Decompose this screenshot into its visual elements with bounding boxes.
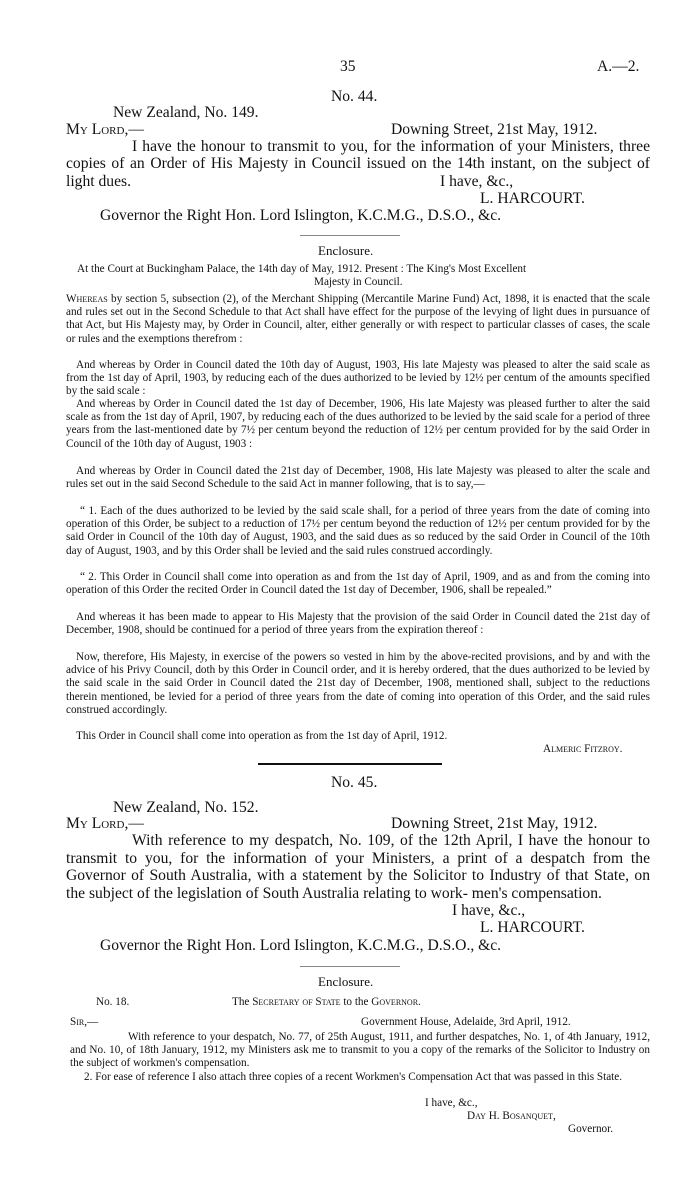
court-line: At the Court at Buckingham Palace, the 14th day of May, 1912. Present : The King's Most Excellent: [77, 263, 527, 275]
letter-body: With reference to my despatch, No. 109, of the 12th April, I have the honour to transmit to you, for the information of your Ministers, a print of a despatch from the Governor of South Australia, with a statement by the Solicitor to Industry of that State, on the subject of the legislation of South Australia relating to work- men's compensation.: [66, 832, 650, 902]
despatch-number: No. 18.: [96, 996, 130, 1008]
despatch-body: With reference to your despatch, No. 77, of 25th August, 1911, and further despatches, No. 1, of 4th January, 1912, and No. 10, of 18th January, 1912, my Ministers ask me to transmit to you a copy of the remarks of the Solicitor to Industry on the subject of workmen's compensation.: [70, 1031, 650, 1069]
divider: [300, 235, 400, 236]
letter-number: No. 45.: [331, 774, 378, 791]
despatch-heading: The Secretary of State to the Governor.: [232, 996, 421, 1008]
order-paragraph: And whereas by Order in Council dated the 10th day of August, 1903, His late Majesty was pleased to alter the said scale as from the 1st day of April, 1903, by reducing each of the dues authorized to be levied by 12½ per centum of the amounts specified by the said scale :: [66, 359, 650, 398]
salutation: My Lord,—: [66, 815, 144, 832]
court-line: Majesty in Council.: [314, 276, 403, 288]
enclosure-title: Enclosure.: [318, 974, 374, 989]
letter-number: No. 44.: [331, 88, 378, 105]
signature: L. HARCOURT.: [480, 919, 585, 936]
order-paragraph: “ 1. Each of the dues authorized to be levied by the said scale shall, for a period of three years from the date of coming into operation of this Order, be subject to a reduction of 17½ per centum beyond the reduction of 12½ per centum provided for by the said Order in Council of the 10th day of August, 1903, and the said dues as so reduced by the said Order in Council of the 10th day of August, 1903, and by this Order shall be levied and the said rules construed accordingly.: [66, 505, 650, 557]
order-paragraph: And whereas by Order in Council dated the 21st day of December, 1908, His late Majesty was pleased to alter the scale and rules set out in the said Second Schedule to the said Act in manner following, that is to say,—: [66, 465, 650, 491]
signature: L. HARCOURT.: [480, 190, 585, 207]
page-number: 35: [340, 58, 356, 75]
despatch-body: 2. For ease of reference I also attach three copies of a recent Workmen's Compensation Act that was passed in this State.: [84, 1071, 623, 1083]
salutation: My Lord,—: [66, 121, 144, 138]
order-paragraph: Now, therefore, His Majesty, in exercise of the powers so vested in him by the above-recited provisions, and by and with the advice of his Privy Council, doth by this Order in Council order, and it is hereby ordered, that the dues authorized to be levied by the said scale in the said Order in Council dated the 21st day of December, 1908, mentioned shall, subject to the reductions therein mentioned, be levied for a period of three years from the date of coming into operation of this Order, and the said rules construed accordingly.: [66, 651, 650, 716]
enclosure-title: Enclosure.: [318, 243, 374, 258]
order-paragraph: This Order in Council shall come into operation as from the 1st day of April, 1912.: [76, 730, 448, 742]
signature: Day H. Bosanquet,: [467, 1110, 556, 1122]
address-date: Government House, Adelaide, 3rd April, 1912.: [361, 1016, 571, 1028]
address-date: Downing Street, 21st May, 1912.: [391, 121, 598, 138]
document-reference: A.—2.: [597, 58, 640, 75]
letter-body: I have the honour to transmit to you, for the information of your Ministers, three copies of an Order of His Majesty in Council issued on the 14th instant, on the subject of light dues.: [66, 138, 650, 190]
divider: [258, 763, 442, 765]
order-paragraph: “ 2. This Order in Council shall come into operation as and from the 1st day of April, 1909, and as and from the coming into operation of this Order the recited Order in Council dated the 1st day of December, 1906, shall be repealed.”: [66, 571, 650, 597]
closing: I have, &c.,: [452, 902, 526, 919]
closing: I have, &c.,: [425, 1097, 478, 1109]
closing: I have, &c.,: [440, 173, 514, 190]
order-paragraph: Whereas by section 5, subsection (2), of the Merchant Shipping (Mercantile Marine Fund) Act, 1898, it is enacted that the scale and rules set out in the Second Schedule to that Act shall have effect for the purpose of the levying of light dues in pursuance of that Act, but His Majesty may, by Order in Council, alter, either generally or with respect to particular classes of cases, the scale or rules and the exemptions therefrom :: [66, 293, 650, 345]
address-date: Downing Street, 21st May, 1912.: [391, 815, 598, 832]
nz-number: New Zealand, No. 152.: [113, 799, 259, 816]
nz-number: New Zealand, No. 149.: [113, 104, 259, 121]
divider: [300, 966, 400, 967]
signatory-title: Governor.: [568, 1123, 614, 1135]
signatory: Almeric Fitzroy.: [543, 743, 623, 755]
salutation: Sir,—: [70, 1016, 99, 1028]
order-paragraph: And whereas it has been made to appear to His Majesty that the provision of the said Order in Council dated the 21st day of December, 1908, should be continued for a period of three years from the expiration thereof :: [66, 611, 650, 637]
addressee: Governor the Right Hon. Lord Islington, K.C.M.G., D.S.O., &c.: [100, 207, 502, 224]
order-paragraph: And whereas by Order in Council dated the 1st day of December, 1906, His late Majesty was pleased further to alter the said scale as from the 1st day of April, 1907, by reducing each of the dues authorized to be levied by the said scale for a period of three years from the last-mentioned date by 7½ per centum beyond the reduction of 12½ per centum provided for by the said Order in Council of the 10th day of August, 1903 :: [66, 398, 650, 450]
addressee: Governor the Right Hon. Lord Islington, K.C.M.G., D.S.O., &c.: [100, 937, 502, 954]
